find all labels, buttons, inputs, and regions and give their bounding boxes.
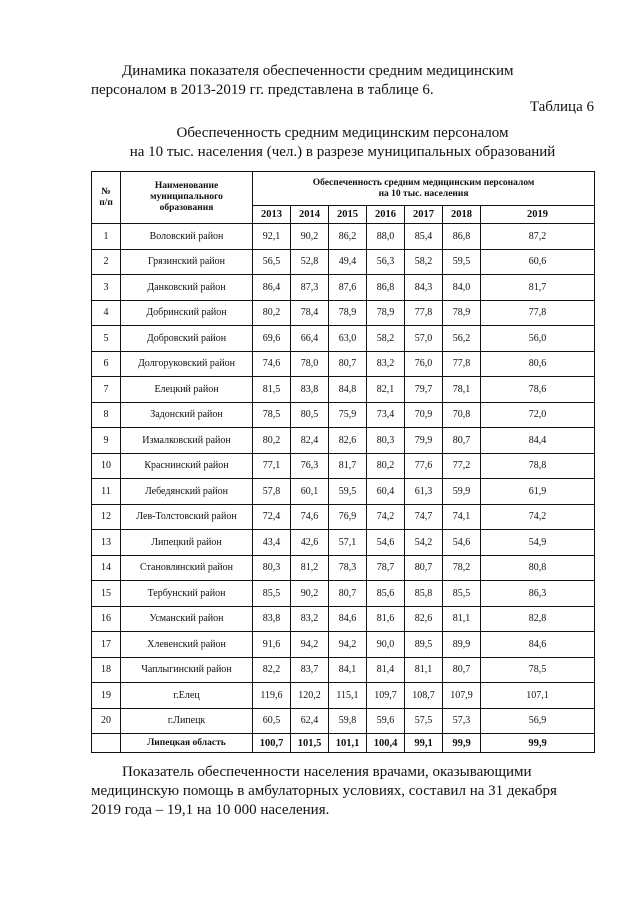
value-cell: 73,4 xyxy=(367,402,405,428)
value-cell: 54,6 xyxy=(367,530,405,556)
value-cell: 84,0 xyxy=(443,275,481,301)
value-cell: 58,2 xyxy=(367,326,405,352)
row-number: 2 xyxy=(92,249,121,275)
value-cell: 79,7 xyxy=(405,377,443,403)
row-number: 8 xyxy=(92,402,121,428)
table-row xyxy=(92,377,595,403)
table-row xyxy=(92,606,595,632)
value-cell: 81,6 xyxy=(367,606,405,632)
value-cell: 56,9 xyxy=(481,708,595,734)
year-header: 2019 xyxy=(481,206,595,224)
value-cell: 88,0 xyxy=(367,224,405,250)
municipality-name: Лев-Толстовский район xyxy=(121,504,253,530)
value-cell: 59,6 xyxy=(367,708,405,734)
row-number: 4 xyxy=(92,300,121,326)
value-cell: 83,7 xyxy=(291,657,329,683)
value-cell: 77,8 xyxy=(481,300,595,326)
table-row xyxy=(92,708,595,734)
value-cell: 81,1 xyxy=(405,657,443,683)
table-row xyxy=(92,326,595,352)
table-row xyxy=(92,428,595,454)
municipality-name: Хлевенский район xyxy=(121,632,253,658)
value-cell: 80,7 xyxy=(329,581,367,607)
value-cell: 92,1 xyxy=(253,224,291,250)
value-cell: 80,2 xyxy=(367,453,405,479)
value-cell: 78,6 xyxy=(481,377,595,403)
value-cell: 94,2 xyxy=(291,632,329,658)
value-cell: 54,2 xyxy=(405,530,443,556)
value-cell: 85,8 xyxy=(405,581,443,607)
value-cell: 82,4 xyxy=(291,428,329,454)
value-cell: 60,5 xyxy=(253,708,291,734)
row-number: 14 xyxy=(92,555,121,581)
table-row xyxy=(92,249,595,275)
total-value: 101,5 xyxy=(291,734,329,753)
header-num xyxy=(92,172,121,224)
row-number: 11 xyxy=(92,479,121,505)
value-cell: 59,5 xyxy=(329,479,367,505)
table-title-line-2: на 10 тыс. населения (чел.) в разрезе муниципальных образований xyxy=(129,144,556,160)
table-row xyxy=(92,300,595,326)
value-cell: 74,7 xyxy=(405,504,443,530)
value-cell: 80,7 xyxy=(443,657,481,683)
value-cell: 80,3 xyxy=(253,555,291,581)
total-value: 100,7 xyxy=(253,734,291,753)
year-header: 2013 xyxy=(253,206,291,224)
value-cell: 82,2 xyxy=(253,657,291,683)
value-cell: 87,2 xyxy=(481,224,595,250)
value-cell: 60,6 xyxy=(481,249,595,275)
value-cell: 74,2 xyxy=(367,504,405,530)
municipality-name: Краснинский район xyxy=(121,453,253,479)
table-label: Таблица 6 xyxy=(529,99,594,115)
municipality-name: Лебедянский район xyxy=(121,479,253,505)
value-cell: 84,6 xyxy=(481,632,595,658)
row-number: 9 xyxy=(92,428,121,454)
value-cell: 80,8 xyxy=(481,555,595,581)
value-cell: 80,6 xyxy=(481,351,595,377)
municipality-name: Измалковский район xyxy=(121,428,253,454)
value-cell: 78,9 xyxy=(443,300,481,326)
value-cell: 56,2 xyxy=(443,326,481,352)
value-cell: 74,1 xyxy=(443,504,481,530)
value-cell: 77,2 xyxy=(443,453,481,479)
value-cell: 85,5 xyxy=(443,581,481,607)
municipality-name: г.Елец xyxy=(121,683,253,709)
municipality-name: Становлянский район xyxy=(121,555,253,581)
row-number: 16 xyxy=(92,606,121,632)
row-number: 19 xyxy=(92,683,121,709)
value-cell: 84,1 xyxy=(329,657,367,683)
value-cell: 84,6 xyxy=(329,606,367,632)
value-cell: 86,2 xyxy=(329,224,367,250)
value-cell: 57,8 xyxy=(253,479,291,505)
table-row xyxy=(92,453,595,479)
year-header: 2016 xyxy=(367,206,405,224)
total-value: 99,9 xyxy=(443,734,481,753)
total-value: 99,9 xyxy=(481,734,595,753)
value-cell: 84,4 xyxy=(481,428,595,454)
closing-line-3: 2019 года – 19,1 на 10 000 населения. xyxy=(91,802,330,818)
value-cell: 83,8 xyxy=(253,606,291,632)
value-cell: 78,9 xyxy=(329,300,367,326)
value-cell: 85,5 xyxy=(253,581,291,607)
value-cell: 107,9 xyxy=(443,683,481,709)
value-cell: 84,8 xyxy=(329,377,367,403)
total-value: 99,1 xyxy=(405,734,443,753)
table-row xyxy=(92,555,595,581)
header-name-line-2: муниципального xyxy=(150,192,223,202)
value-cell: 81,2 xyxy=(291,555,329,581)
value-cell: 90,0 xyxy=(367,632,405,658)
value-cell: 61,9 xyxy=(481,479,595,505)
row-number: 17 xyxy=(92,632,121,658)
header-group-line-2: на 10 тыс. населения xyxy=(378,188,469,199)
table-title xyxy=(91,124,594,162)
municipality-name: Липецкий район xyxy=(121,530,253,556)
table-row xyxy=(92,683,595,709)
value-cell: 78,5 xyxy=(481,657,595,683)
value-cell: 62,4 xyxy=(291,708,329,734)
year-header: 2018 xyxy=(443,206,481,224)
value-cell: 54,6 xyxy=(443,530,481,556)
value-cell: 42,6 xyxy=(291,530,329,556)
table-row xyxy=(92,632,595,658)
header-name xyxy=(121,172,253,224)
table-row xyxy=(92,275,595,301)
row-number: 12 xyxy=(92,504,121,530)
value-cell: 78,0 xyxy=(291,351,329,377)
total-value: 101,1 xyxy=(329,734,367,753)
row-number: 7 xyxy=(92,377,121,403)
value-cell: 77,1 xyxy=(253,453,291,479)
value-cell: 57,5 xyxy=(405,708,443,734)
value-cell: 59,5 xyxy=(443,249,481,275)
municipality-name: Усманский район xyxy=(121,606,253,632)
value-cell: 94,2 xyxy=(329,632,367,658)
value-cell: 78,8 xyxy=(481,453,595,479)
value-cell: 54,9 xyxy=(481,530,595,556)
table-row xyxy=(92,530,595,556)
value-cell: 91,6 xyxy=(253,632,291,658)
value-cell: 80,3 xyxy=(367,428,405,454)
value-cell: 78,1 xyxy=(443,377,481,403)
value-cell: 57,3 xyxy=(443,708,481,734)
row-number: 1 xyxy=(92,224,121,250)
value-cell: 72,4 xyxy=(253,504,291,530)
row-number: 6 xyxy=(92,351,121,377)
row-number: 13 xyxy=(92,530,121,556)
value-cell: 69,6 xyxy=(253,326,291,352)
value-cell: 81,4 xyxy=(367,657,405,683)
value-cell: 81,5 xyxy=(253,377,291,403)
total-num xyxy=(92,734,121,753)
value-cell: 78,5 xyxy=(253,402,291,428)
value-cell: 43,4 xyxy=(253,530,291,556)
value-cell: 85,4 xyxy=(405,224,443,250)
intro-line-1: Динамика показателя обеспеченности средним медицинским xyxy=(122,63,514,79)
closing-paragraph xyxy=(91,763,594,820)
value-cell: 82,8 xyxy=(481,606,595,632)
value-cell: 77,8 xyxy=(443,351,481,377)
value-cell: 57,1 xyxy=(329,530,367,556)
header-group xyxy=(253,172,595,206)
year-header: 2014 xyxy=(291,206,329,224)
value-cell: 72,0 xyxy=(481,402,595,428)
value-cell: 57,0 xyxy=(405,326,443,352)
value-cell: 87,6 xyxy=(329,275,367,301)
value-cell: 86,3 xyxy=(481,581,595,607)
row-number: 20 xyxy=(92,708,121,734)
header-group-line-1: Обеспеченность средним медицинским персоналом xyxy=(312,177,535,188)
row-number: 3 xyxy=(92,275,121,301)
total-value: 100,4 xyxy=(367,734,405,753)
value-cell: 89,9 xyxy=(443,632,481,658)
value-cell: 76,9 xyxy=(329,504,367,530)
value-cell: 61,3 xyxy=(405,479,443,505)
value-cell: 82,6 xyxy=(405,606,443,632)
value-cell: 70,9 xyxy=(405,402,443,428)
municipality-name: Добринский район xyxy=(121,300,253,326)
municipality-name: Задонский район xyxy=(121,402,253,428)
value-cell: 109,7 xyxy=(367,683,405,709)
value-cell: 66,4 xyxy=(291,326,329,352)
value-cell: 78,4 xyxy=(291,300,329,326)
value-cell: 82,1 xyxy=(367,377,405,403)
municipality-name: Данковский район xyxy=(121,275,253,301)
value-cell: 74,6 xyxy=(253,351,291,377)
header-row xyxy=(92,172,595,206)
row-number: 15 xyxy=(92,581,121,607)
row-number: 18 xyxy=(92,657,121,683)
value-cell: 83,8 xyxy=(291,377,329,403)
value-cell: 59,8 xyxy=(329,708,367,734)
intro-paragraph xyxy=(91,62,594,100)
municipality-name: Долгоруковский район xyxy=(121,351,253,377)
value-cell: 80,5 xyxy=(291,402,329,428)
value-cell: 87,3 xyxy=(291,275,329,301)
value-cell: 63,0 xyxy=(329,326,367,352)
value-cell: 77,6 xyxy=(405,453,443,479)
value-cell: 60,1 xyxy=(291,479,329,505)
municipality-name: Елецкий район xyxy=(121,377,253,403)
municipality-name: Грязинский район xyxy=(121,249,253,275)
value-cell: 80,2 xyxy=(253,300,291,326)
value-cell: 83,2 xyxy=(367,351,405,377)
header-name-line-3: образования xyxy=(159,203,214,213)
value-cell: 78,7 xyxy=(367,555,405,581)
header-num-line-2: п/п xyxy=(99,197,113,208)
value-cell: 78,9 xyxy=(367,300,405,326)
closing-line-2: медицинскую помощь в амбулаторных условиях, составил на 31 декабря xyxy=(91,783,557,799)
table-title-line-1: Обеспеченность средним медицинским персоналом xyxy=(176,125,509,141)
value-cell: 85,6 xyxy=(367,581,405,607)
value-cell: 119,6 xyxy=(253,683,291,709)
value-cell: 49,4 xyxy=(329,249,367,275)
value-cell: 81,1 xyxy=(443,606,481,632)
value-cell: 80,7 xyxy=(329,351,367,377)
total-row xyxy=(92,734,595,753)
header-num-line-1: № xyxy=(101,186,111,197)
value-cell: 83,2 xyxy=(291,606,329,632)
value-cell: 74,2 xyxy=(481,504,595,530)
value-cell: 80,7 xyxy=(405,555,443,581)
value-cell: 75,9 xyxy=(329,402,367,428)
year-header: 2017 xyxy=(405,206,443,224)
value-cell: 86,4 xyxy=(253,275,291,301)
value-cell: 81,7 xyxy=(329,453,367,479)
value-cell: 84,3 xyxy=(405,275,443,301)
value-cell: 60,4 xyxy=(367,479,405,505)
municipality-name: Воловский район xyxy=(121,224,253,250)
value-cell: 59,9 xyxy=(443,479,481,505)
year-header: 2015 xyxy=(329,206,367,224)
table-row xyxy=(92,657,595,683)
value-cell: 120,2 xyxy=(291,683,329,709)
value-cell: 80,2 xyxy=(253,428,291,454)
staffing-table xyxy=(91,171,595,753)
value-cell: 52,8 xyxy=(291,249,329,275)
value-cell: 76,3 xyxy=(291,453,329,479)
table-row xyxy=(92,224,595,250)
total-name: Липецкая область xyxy=(121,734,253,753)
value-cell: 79,9 xyxy=(405,428,443,454)
closing-line-1: Показатель обеспеченности населения врачами, оказывающими xyxy=(122,764,532,780)
municipality-name: Тербунский район xyxy=(121,581,253,607)
intro-line-2: персоналом в 2013-2019 гг. представлена в таблице 6. xyxy=(91,82,434,98)
value-cell: 90,2 xyxy=(291,224,329,250)
value-cell: 86,8 xyxy=(443,224,481,250)
value-cell: 80,7 xyxy=(443,428,481,454)
municipality-name: Чаплыгинский район xyxy=(121,657,253,683)
value-cell: 78,2 xyxy=(443,555,481,581)
value-cell: 56,5 xyxy=(253,249,291,275)
row-number: 5 xyxy=(92,326,121,352)
value-cell: 90,2 xyxy=(291,581,329,607)
value-cell: 107,1 xyxy=(481,683,595,709)
value-cell: 76,0 xyxy=(405,351,443,377)
value-cell: 77,8 xyxy=(405,300,443,326)
value-cell: 81,7 xyxy=(481,275,595,301)
value-cell: 56,3 xyxy=(367,249,405,275)
value-cell: 56,0 xyxy=(481,326,595,352)
value-cell: 115,1 xyxy=(329,683,367,709)
table-row xyxy=(92,581,595,607)
value-cell: 86,8 xyxy=(367,275,405,301)
value-cell: 78,3 xyxy=(329,555,367,581)
value-cell: 74,6 xyxy=(291,504,329,530)
value-cell: 108,7 xyxy=(405,683,443,709)
value-cell: 82,6 xyxy=(329,428,367,454)
value-cell: 70,8 xyxy=(443,402,481,428)
header-name-line-1: Наименование xyxy=(154,181,219,191)
municipality-name: г.Липецк xyxy=(121,708,253,734)
table-row xyxy=(92,351,595,377)
municipality-name: Добровский район xyxy=(121,326,253,352)
table-row xyxy=(92,479,595,505)
value-cell: 58,2 xyxy=(405,249,443,275)
table-row xyxy=(92,504,595,530)
table-row xyxy=(92,402,595,428)
row-number: 10 xyxy=(92,453,121,479)
value-cell: 89,5 xyxy=(405,632,443,658)
